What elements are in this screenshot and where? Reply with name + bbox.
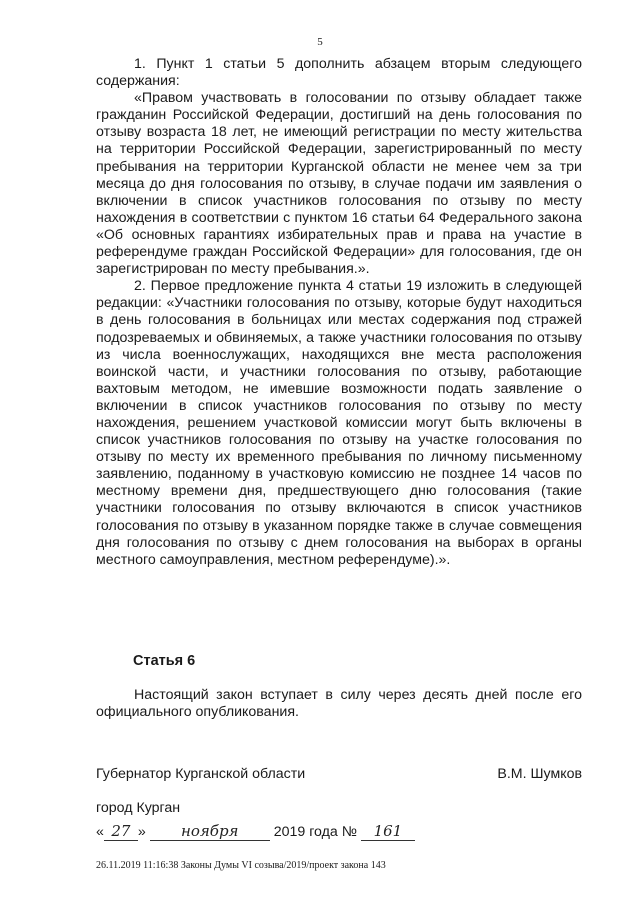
paragraph-1: 1. Пункт 1 статьи 5 дополнить абзацем вторым следующего содержания: — [96, 56, 582, 90]
final-text: Настоящий закон вступает в силу через десять дней после его официального опубликования. — [96, 687, 582, 721]
signature-position: Губернатор Курганской области — [96, 766, 306, 782]
document-body — [96, 56, 582, 569]
footer-stamp: 26.11.2019 11:16:38 Законы Думы VI созыва/2019/проект закона 143 — [96, 860, 386, 871]
signature-name: В.М. Шумков — [497, 766, 582, 782]
date-day: 27 — [104, 822, 138, 841]
open-quote: « — [96, 824, 104, 840]
city: город Курган — [96, 800, 181, 816]
date-year: 2019 года № — [273, 824, 357, 840]
date-line — [96, 822, 415, 841]
close-quote: » — [137, 824, 146, 840]
date-month: ноября — [150, 822, 270, 841]
page-number: 5 — [317, 36, 323, 48]
article-title: Статья 6 — [133, 653, 196, 669]
paragraph-3: 2. Первое предложение пункта 4 статьи 19 изложить в следующей редакции: «Участники голосования по отзыву, которые будут находиться в день голосования в больницах или местах содержания под стражей подозреваемых и обвиняемых, а также участники голосования по отзыву из числа военнослужащих, находящихся вне места расположения воинской части, и участники голосования по отзыву, работающие вахтовым методом, не имевшие возможности подать заявление о включении в список участников голосования по отзыву по месту нахождения, решением участковой комиссии могут быть включены в список участников голосования по отзыву на участке голосования по отзыву по месту их временного пребывания по личному письменному заявлению, поданному в участковую комиссию не позднее 14 часов по местному времени дня, предшествующего дню голосования (такие участники голосования по отзыву включаются в список участников голосования по отзыву в указанном порядке также в случае совмещения дня голосования по отзыву с днем голосования на выборах в органы местного самоуправления, местном референдуме).». — [96, 278, 582, 568]
law-number: 161 — [361, 822, 415, 841]
paragraph-2: «Правом участвовать в голосовании по отзыву обладает также гражданин Российской Федерации, достигший на день голосования по отзыву возраста 18 лет, не имеющий регистрации по месту жительства на территории Российской Федерации, зарегистрированный по месту пребывания на территории Курганской области не менее чем за три месяца до дня голосования по отзыву, в случае подачи им заявления о включении в список участников голосования по отзыву по месту нахождения в соответствии с пунктом 16 статьи 64 Федерального закона «Об основных гарантиях избирательных прав и права на участие в референдуме граждан Российской Федерации» для голосования, где он зарегистрирован по месту пребывания.». — [96, 90, 582, 278]
